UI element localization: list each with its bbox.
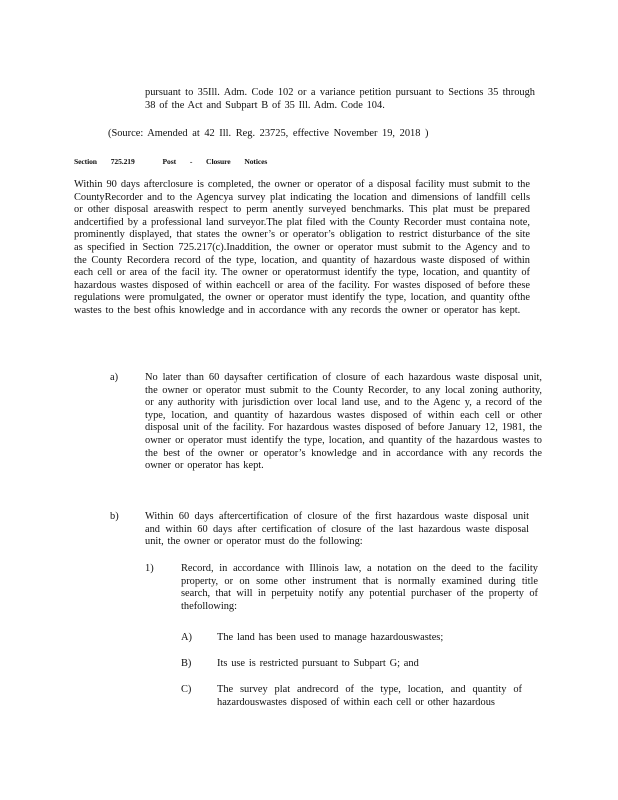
item-1-label: 1) [145, 563, 154, 574]
subsection-b-label: b) [110, 511, 119, 522]
main-paragraph: Within 90 days afterclosure is completed, the owner or operator of a disposal facility must submit to the CountyRecorder and to the Agencya survey plat indicating the location and dimensions of landfill cells or other disposal areaswith respect to perm anently surveyed benchmarks. This plat must be prepared andcertified by a professional land surveyor.The plat filed with the County Recorder must containa note, prominently displayed, that states the owner’s or operator’s obligation to restrict disturbance of the site as specified in Section 725.217(c).Inaddition, the owner or operator must submit to the Agency and to the County Recordera record of the type, location, and quantity of hazardous waste disposed of within each cell or area of the facil ity. The owner or operatormust identify the type, location, and quantity of hazardous wastes disposed of within eachcell or area of the facility. For wastes disposed of before these regulations were promulgated, the owner or operator must identify the type, location, and quantity ofthe wastes to the best ofhis knowledge and in accordance with any records the owner or operator has kept. [74, 179, 530, 316]
source-note: (Source: Amended at 42 Ill. Reg. 23725, effective November 19, 2018 ) [108, 128, 429, 139]
section-title: Post - Closure Notices [162, 157, 268, 166]
sub-item-b-text: Its use is restricted pursuant to Subpart G; and [217, 658, 419, 669]
item-1-text: Record, in accordance with Illinois law, a notation on the deed to the facility property, or on some other instrument that is normally examined during title search, that will in perpetuity notify any potential purchaser of the property of thefollowing: [181, 563, 538, 612]
subsection-a-label: a) [110, 372, 119, 383]
sub-item-c-label: C) [181, 684, 192, 695]
intro-continuation: pursuant to 35Ill. Adm. Code 102 or a variance petition pursuant to Sections 35 through 38 of the Act and Subpart B of 35 Ill. Adm. Code 104. [145, 87, 535, 111]
sub-item-c-text: The survey plat andrecord of the type, location, and quantity of hazardouswastes disposed of within each cell or other hazardous [217, 684, 522, 708]
subsection-b-text: Within 60 days aftercertification of closure of the first hazardous waste disposal unit and within 60 days after certification of closure of the last hazardous waste disposal unit, the owner or operator must do the following: [145, 511, 529, 548]
section-number: Section 725.219 [74, 157, 135, 166]
sub-item-a-text: The land has been used to manage hazardouswastes; [217, 632, 444, 643]
sub-item-a-label: A) [181, 632, 192, 643]
section-heading [74, 157, 267, 166]
subsection-a-text: No later than 60 daysafter certification of closure of each hazardous waste disposal unit, the owner or operator must submit to the County Recorder, to any local zoning authority, or any authority with jurisdiction over local land use, and to the Agenc y, a record of the type, location, and quantity of hazardous wastes disposed of within each cell or other disposal unit of the facility. For hazardous wastes disposed of before January 12, 1981, the owner or operator must identify the type, location, and quantity of the hazardous wastes to the best of the owner or operator’s knowledge and in accordance with any records the owner or operator has kept. [145, 372, 542, 472]
sub-item-b-label: B) [181, 658, 192, 669]
